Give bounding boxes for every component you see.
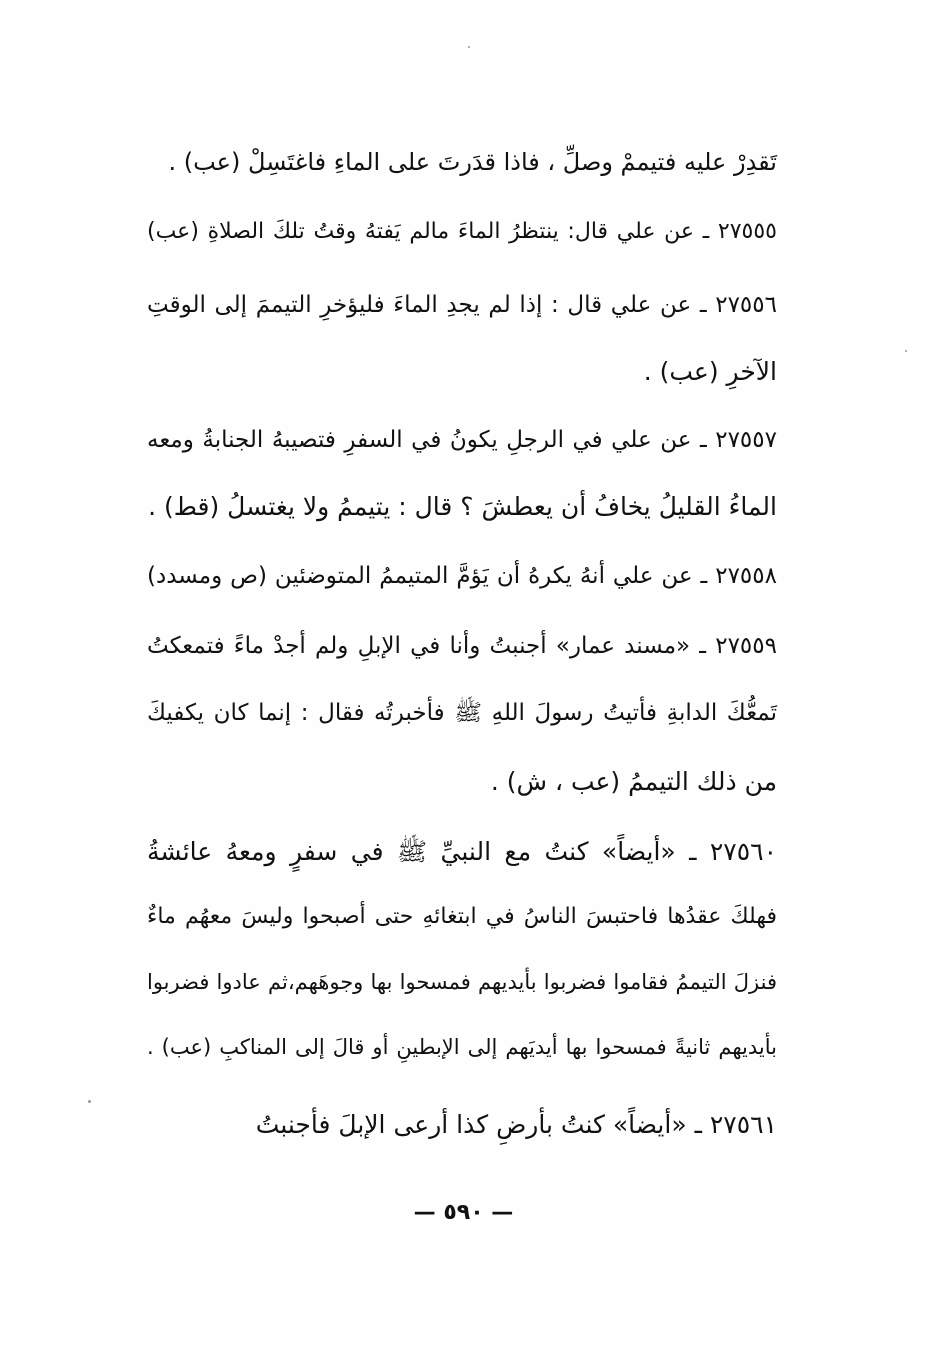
scan-speck [905,350,907,352]
hadith-27557: ٢٧٥٥٧ ـ عن علي في الرجلِ يكونُ في السفرِ فتصيبهُ الجنابةُ ومعه [147,427,777,453]
hadith-27561: ٢٧٥٦١ ـ «أيضاً» كنتُ بأرضِ كذا أرعى الإبلَ فأجنبتُ [255,1110,777,1139]
text-line-6: الماءُ القليلُ يخافُ أن يعطشَ ؟ قال : يتيممُ ولا يغتسلُ (قط) . [148,492,777,521]
hadith-27556: ٢٧٥٥٦ ـ عن علي قال : إذا لم يجدِ الماءَ فليؤخرِ التيممَ إلى الوقتِ [147,292,777,318]
hadith-27560: ٢٧٥٦٠ ـ «أيضاً» كنتُ مع النبيِّ ﷺ في سفرٍ ومعهُ عائشةُ [147,837,777,866]
text-line-13: فنزلَ التيممُ فقاموا فضربوا بأيديهم فمسحوا بها وجوهَهم،ثم عادوا فضربوا [147,970,777,994]
hadith-27559: ٢٧٥٥٩ ـ «مسند عمار» أجنبتُ وأنا في الإبلِ ولم أجدْ ماءً فتمعكتُ [147,633,777,659]
text-line-1: تَقدِرْ عليه فتيممْ وصلِّ ، فاذا قدَرتَ على الماءِ فاغتَسِلْ (عب) . [168,148,777,176]
scan-speck [468,46,470,48]
text-line-14: بأيديهم ثانيةً فمسحوا بها أيديَهم إلى الإبطينِ أو قالَ إلى المناكبِ (عب) . [147,1035,777,1059]
text-line-10: من ذلك التيممُ (عب ، ش) . [490,767,777,796]
hadith-27555: ٢٧٥٥٥ ـ عن علي قال: ينتظرُ الماءَ مالم يَفتهُ وقتُ تلكَ الصلاةِ (عب) [147,219,777,244]
text-line-4: الآخرِ (عب) . [643,357,777,386]
hadith-27558: ٢٧٥٥٨ ـ عن علي أنهُ يكرهُ أن يَؤمَّ المتيممُ المتوضئين (ص ومسدد) [147,563,777,589]
text-line-9: تَمعُّكَ الدابةِ فأتيتُ رسولَ اللهِ ﷺ فأخبرتُه فقال : إنما كان يكفيكَ [147,700,777,726]
scan-speck [88,1100,91,1103]
page-number: — ٥٩٠ — [413,1200,514,1225]
text-line-12: فهلكَ عقدُها فاحتبسَ الناسُ في ابتغائهِ حتى أصبحوا وليسَ معهُم ماءٌ [147,904,777,929]
